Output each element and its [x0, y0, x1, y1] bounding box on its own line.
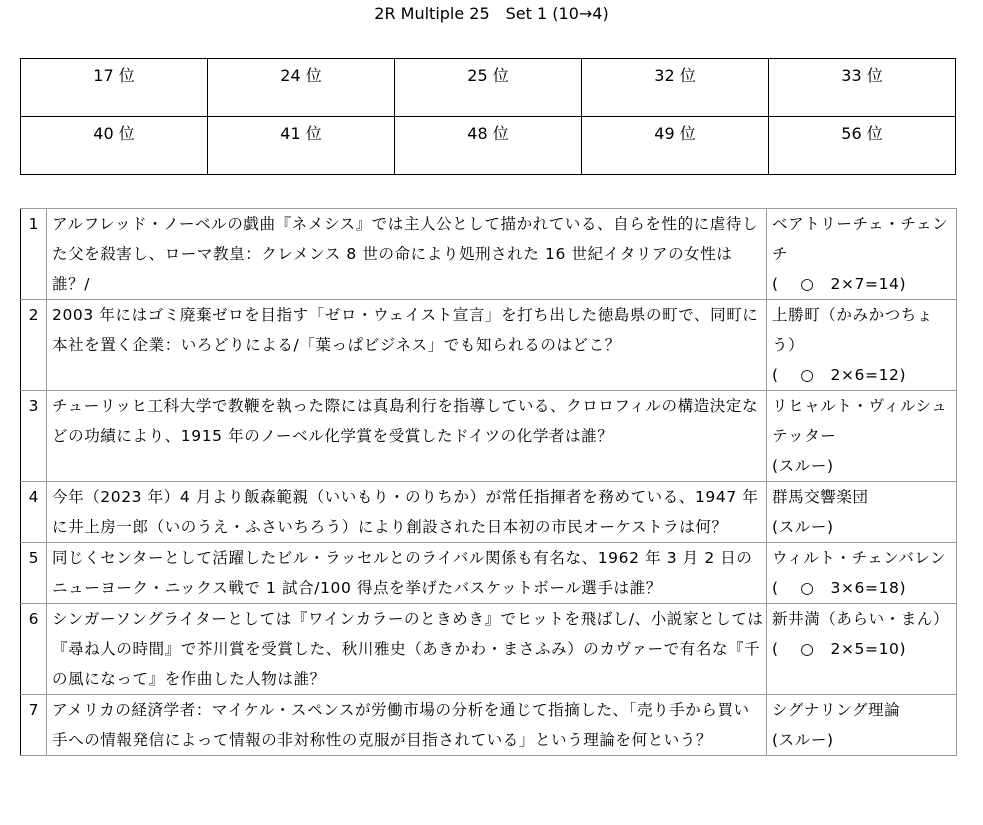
- answer-cell: [767, 543, 957, 604]
- question-text: 2003 年にはゴミ廃棄ゼロを目指す「ゼロ・ウェイスト宣言」を打ち出した徳島県の町で、同町に本社を置く企業：いろどりによる/「葉っぱビジネス」でも知られるのはどこ？: [47, 300, 767, 391]
- question-number: 1: [21, 209, 47, 300]
- rank-cell: 24 位: [208, 59, 395, 117]
- question-number: 6: [21, 604, 47, 695]
- answer-result: (スルー): [772, 731, 834, 749]
- answer-result: ( ○ 3×6=18): [772, 579, 907, 597]
- rank-table: [20, 58, 956, 175]
- question-text: 今年（2023 年）4 月より飯森範親（いいもり・のりちか）が常任指揮者を務めている、1947 年に井上房一郎（いのうえ・ふさいちろう）により創設された日本初の市民オーケストラは何？: [47, 482, 767, 543]
- rank-cell: 41 位: [208, 117, 395, 175]
- answer-result: ( ○ 2×5=10): [772, 640, 907, 658]
- answer-result: ( ○ 2×7=14): [772, 275, 907, 293]
- rank-cell: 49 位: [582, 117, 769, 175]
- answer-cell: [767, 604, 957, 695]
- answer-result: (スルー): [772, 518, 834, 536]
- question-number: 7: [21, 695, 47, 756]
- answer-text: ウィルト・チェンバレン: [772, 549, 947, 567]
- question-row: [21, 482, 957, 543]
- answer-text: リヒャルト・ヴィルシュテッター: [772, 397, 948, 445]
- answer-cell: [767, 695, 957, 756]
- answer-result: ( ○ 2×6=12): [772, 366, 907, 384]
- answer-text: シグナリング理論: [772, 701, 901, 719]
- page-title: 2R Multiple 25 Set 1 (10→4): [374, 4, 609, 23]
- question-row: [21, 604, 957, 695]
- rank-row: [21, 59, 956, 117]
- question-row: [21, 391, 957, 482]
- question-table: [20, 208, 957, 756]
- rank-row: [21, 117, 956, 175]
- question-row: [21, 695, 957, 756]
- rank-cell: 25 位: [395, 59, 582, 117]
- question-text: シンガーソングライターとしては『ワインカラーのときめき』でヒットを飛ばし/、小説家としては『尋ね人の時間』で芥川賞を受賞した、秋川雅史（あきかわ・まさふみ）のカヴァーで有名な『千の風になって』を作曲した人物は誰？: [47, 604, 767, 695]
- rank-cell: 48 位: [395, 117, 582, 175]
- question-number: 2: [21, 300, 47, 391]
- rank-cell: 33 位: [769, 59, 956, 117]
- question-text: チューリッヒ工科大学で教鞭を執った際には真島利行を指導している、クロロフィルの構造決定などの功績により、1915 年のノーベル化学賞を受賞したドイツの化学者は誰？: [47, 391, 767, 482]
- rank-cell: 17 位: [21, 59, 208, 117]
- answer-cell: [767, 209, 957, 300]
- question-row: [21, 543, 957, 604]
- question-row: [21, 300, 957, 391]
- answer-text: 上勝町（かみかつちょう）: [772, 306, 934, 354]
- question-text: 同じくセンターとして活躍したビル・ラッセルとのライバル関係も有名な、1962 年 3 月 2 日のニューヨーク・ニックス戦で 1 試合/100 得点を挙げたバスケットボール選手は誰？: [47, 543, 767, 604]
- question-number: 4: [21, 482, 47, 543]
- rank-cell: 32 位: [582, 59, 769, 117]
- question-text: アルフレッド・ノーベルの戯曲『ネメシス』では主人公として描かれている、自らを性的に虐待した父を殺害し、ローマ教皇：クレメンス 8 世の命により処刑された 16 世紀イタリアの女性は誰？/: [47, 209, 767, 300]
- question-text: アメリカの経済学者：マイケル・スペンスが労働市場の分析を通じて指摘した、「売り手から買い手への情報発信によって情報の非対称性の克服が目指されている」という理論を何という？: [47, 695, 767, 756]
- rank-cell: 40 位: [21, 117, 208, 175]
- question-number: 3: [21, 391, 47, 482]
- answer-text: 群馬交響楽団: [772, 488, 869, 506]
- answer-text: 新井満（あらい・まん）: [772, 610, 950, 628]
- answer-result: (スルー): [772, 457, 834, 475]
- answer-cell: [767, 482, 957, 543]
- answer-text: ベアトリーチェ・チェンチ: [772, 215, 949, 263]
- question-row: [21, 209, 957, 300]
- answer-cell: [767, 300, 957, 391]
- rank-cell: 56 位: [769, 117, 956, 175]
- question-number: 5: [21, 543, 47, 604]
- answer-cell: [767, 391, 957, 482]
